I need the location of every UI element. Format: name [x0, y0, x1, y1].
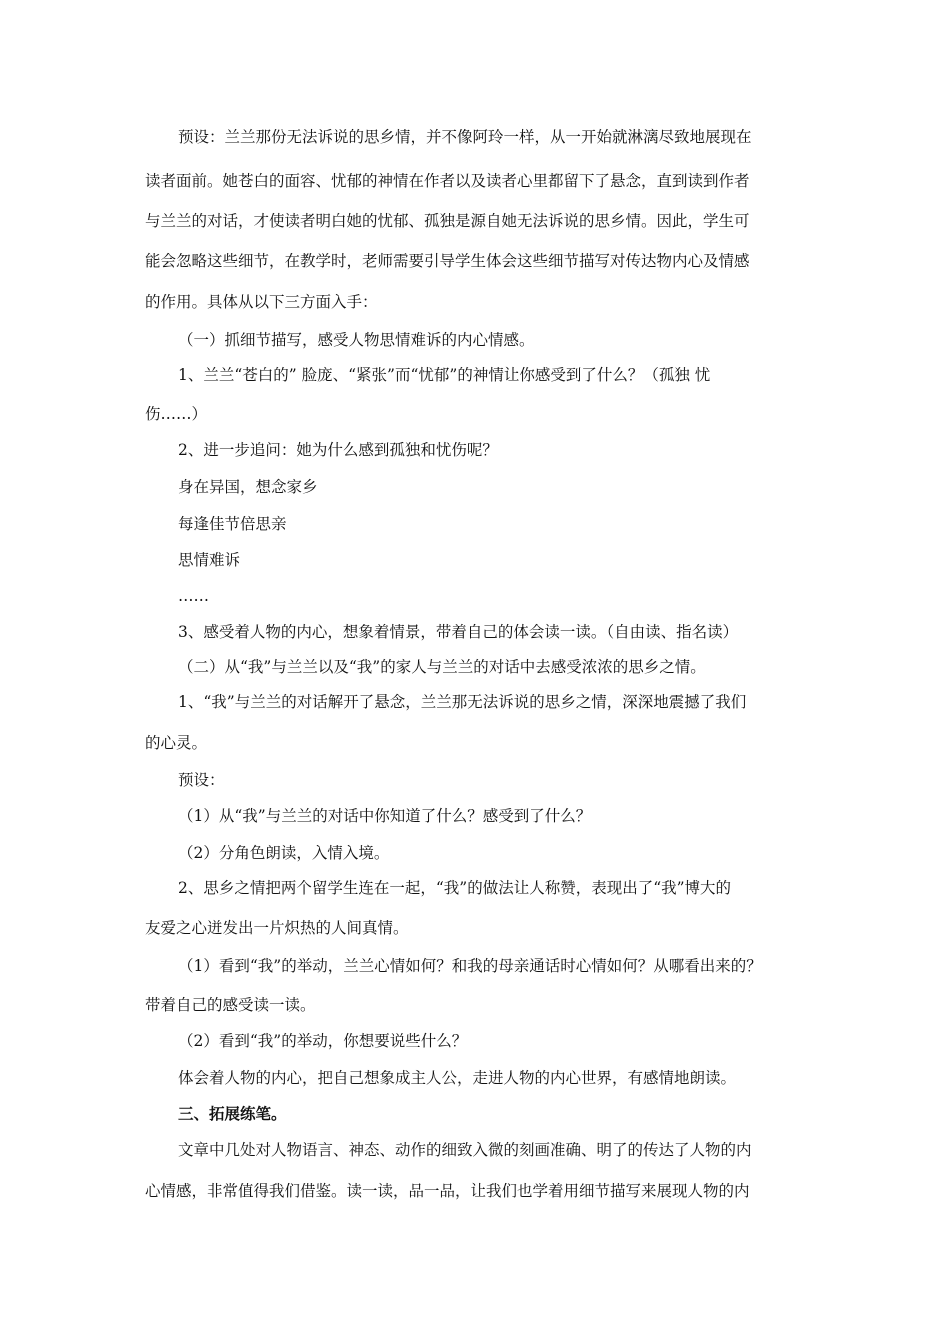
paragraph-line: 体会着人物的内心，把自己想象成主人公，走进人物的内心世界，有感情地朗读。 [178, 1069, 737, 1087]
list-item: …… [178, 587, 209, 605]
paragraph-line: 预设：兰兰那份无法诉说的思乡情，并不像阿玲一样，从一开始就淋漓尽致地展现在 [178, 128, 752, 146]
paragraph-line: 3、感受着人物的内心，想象着情景，带着自己的体会读一读。（自由读、指名读） [178, 623, 739, 641]
paragraph-line: 心情感，非常值得我们借鉴。读一读，品一品，让我们也学着用细节描写来展现人物的内 [145, 1182, 750, 1200]
list-item: （2）分角色朗读，入情入境。 [178, 844, 390, 862]
paragraph-line: （1）看到“我”的举动，兰兰心情如何？和我的母亲通话时心情如何？从哪看出来的？ [178, 957, 762, 975]
section-heading: （二）从“我”与兰兰以及“我”的家人与兰兰的对话中去感受浓浓的思乡之情。 [178, 658, 706, 676]
list-item: 身在异国，想念家乡 [178, 478, 318, 496]
paragraph-line: 带着自己的感受读一读。 [145, 996, 316, 1014]
list-item: （1）从“我”与兰兰的对话中你知道了什么？感受到了什么？ [178, 807, 592, 825]
paragraph-line: 2、进一步追问：她为什么感到孤独和忧伤呢？ [178, 441, 498, 459]
section-heading: 三、拓展练笔。 [178, 1105, 287, 1123]
list-item: 思情难诉 [178, 551, 241, 569]
paragraph-line: 的心灵。 [145, 734, 208, 752]
paragraph-line: 预设： [178, 771, 225, 789]
list-item: （2）看到“我”的举动，你想要说些什么？ [178, 1032, 468, 1050]
paragraph-line: 读者面前。她苍白的面容、忧郁的神情在作者以及读者心里都留下了悬念，直到读到作者 [145, 172, 750, 190]
paragraph-line: 文章中几处对人物语言、神态、动作的细致入微的刻画准确、明了的传达了人物的内 [178, 1141, 752, 1159]
paragraph-line: 2、思乡之情把两个留学生连在一起，“我”的做法让人称赞，表现出了“我”博大的 [178, 879, 732, 897]
paragraph-line: 友爱之心迸发出一片炽热的人间真情。 [145, 919, 409, 937]
paragraph-line: 能会忽略这些细节，在教学时，老师需要引导学生体会这些细节描写对传达物内心及情感 [145, 252, 750, 270]
paragraph-line: 伤……） [145, 405, 208, 423]
paragraph-line: 与兰兰的对话，才使读者明白她的忧郁、孤独是源自她无法诉说的思乡情。因此，学生可 [145, 212, 750, 230]
list-item: 每逢佳节倍思亲 [178, 515, 287, 533]
paragraph-line: 的作用。具体从以下三方面入手： [145, 293, 378, 311]
paragraph-line: 1、兰兰“苍白的” 脸庞、“紧张”而“忧郁”的神情让你感受到了什么？（孤独 忧 [178, 366, 711, 384]
section-heading: （一）抓细节描写，感受人物思情难诉的内心情感。 [178, 331, 535, 349]
paragraph-line: 1、“我”与兰兰的对话解开了悬念，兰兰那无法诉说的思乡之情，深深地震撼了我们 [178, 693, 747, 711]
